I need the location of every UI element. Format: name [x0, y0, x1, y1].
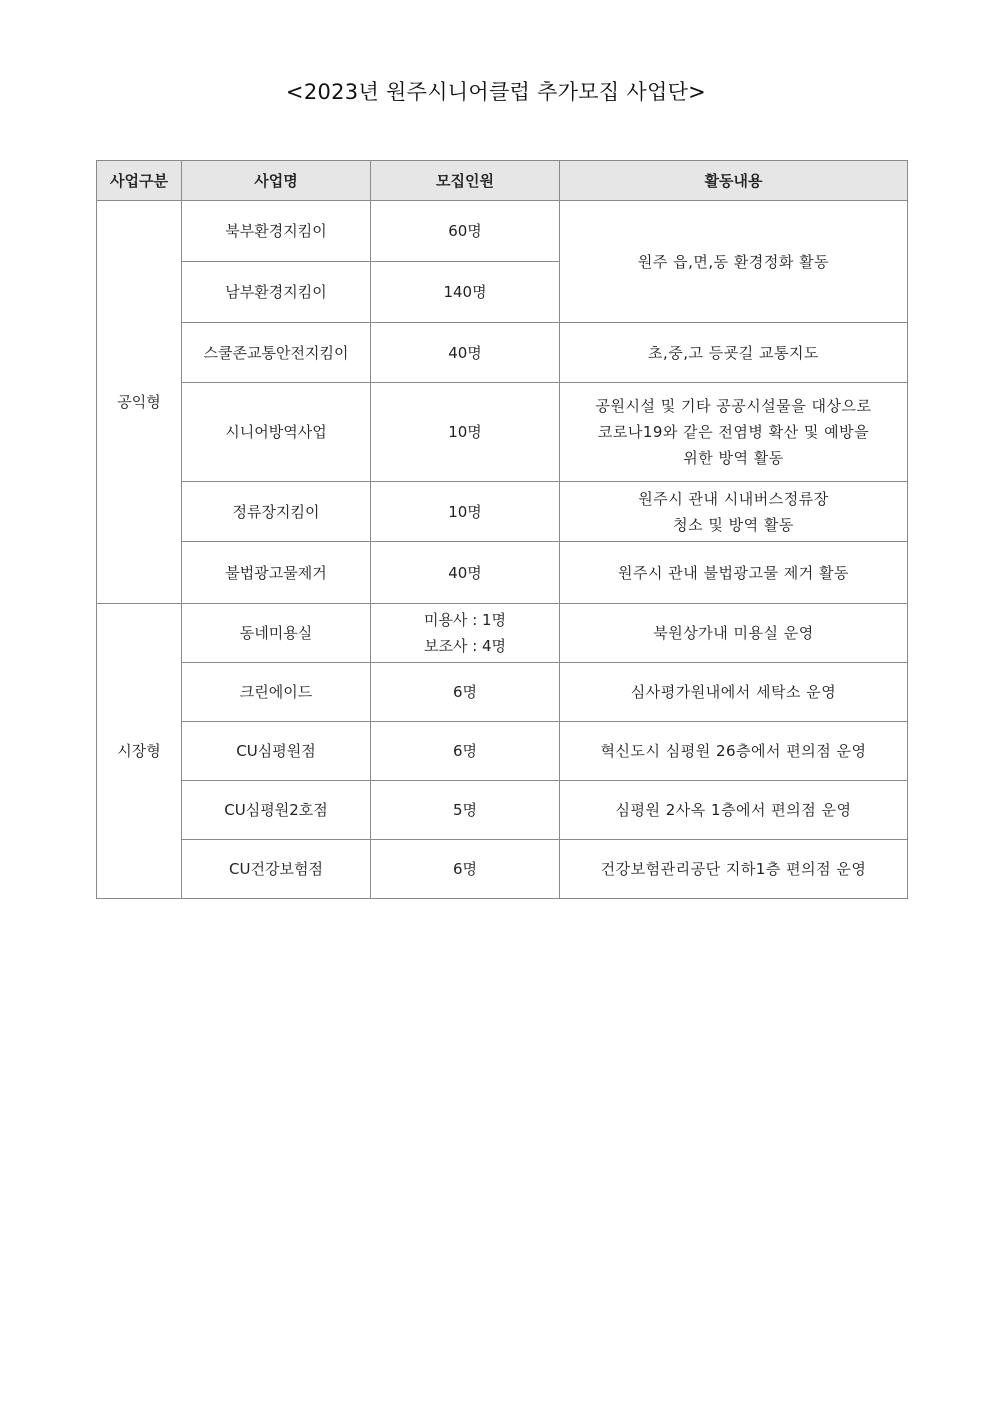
- table-row: [97, 604, 908, 663]
- activity-content: 건강보험관리공단 지하1층 편의점 운영: [560, 840, 908, 899]
- table-row: [97, 482, 908, 542]
- header-category: 사업구분: [97, 161, 182, 201]
- activity-line: 위한 방역 활동: [683, 449, 784, 467]
- project-name: 남부환경지킴이: [182, 262, 371, 323]
- page-title: <2023년 원주시니어클럽 추가모집 사업단>: [285, 80, 707, 104]
- project-name: 정류장지킴이: [182, 482, 371, 542]
- table-row: [97, 722, 908, 781]
- table-row: [97, 781, 908, 840]
- table-row: [97, 201, 908, 262]
- category-cell: 시장형: [97, 604, 182, 899]
- project-name: 크린에이드: [182, 663, 371, 722]
- activity-content: 북원상가내 미용실 운영: [560, 604, 908, 663]
- activity-content: 심사평가원내에서 세탁소 운영: [560, 663, 908, 722]
- recruit-line: 미용사 : 1명: [423, 611, 507, 629]
- activity-content: 원주 읍,면,동 환경정화 활동: [560, 201, 908, 323]
- recruit-count: [371, 604, 560, 663]
- project-name: 불법광고물제거: [182, 542, 371, 604]
- table-row: [97, 323, 908, 383]
- recruitment-table: [96, 160, 908, 899]
- recruit-count: 10명: [371, 482, 560, 542]
- activity-content: 혁신도시 심평원 26층에서 편의점 운영: [560, 722, 908, 781]
- recruit-count: 40명: [371, 323, 560, 383]
- recruit-count: 6명: [371, 663, 560, 722]
- recruit-count: 6명: [371, 722, 560, 781]
- activity-content: 심평원 2사옥 1층에서 편의점 운영: [560, 781, 908, 840]
- activity-content: [560, 482, 908, 542]
- recruit-count: 6명: [371, 840, 560, 899]
- activity-content: 원주시 관내 불법광고물 제거 활동: [560, 542, 908, 604]
- activity-line: 공원시설 및 기타 공공시설물을 대상으로: [595, 397, 872, 415]
- activity-content: 초,중,고 등굣길 교통지도: [560, 323, 908, 383]
- activity-line: 원주시 관내 시내버스정류장: [638, 489, 829, 508]
- header-name: 사업명: [182, 161, 371, 201]
- table-header-row: [97, 161, 908, 201]
- project-name: 스쿨존교통안전지킴이: [182, 323, 371, 383]
- recruit-count: 40명: [371, 542, 560, 604]
- table-row: [97, 542, 908, 604]
- recruit-count: 5명: [371, 781, 560, 840]
- project-name: 시니어방역사업: [182, 383, 371, 482]
- activity-content: [560, 383, 908, 482]
- project-name: CU건강보험점: [182, 840, 371, 899]
- category-cell: 공익형: [97, 201, 182, 604]
- table-row: [97, 840, 908, 899]
- header-activity: 활동내용: [560, 161, 908, 201]
- recruit-line: 보조사 : 4명: [423, 637, 507, 655]
- project-name: CU심평원2호점: [182, 781, 371, 840]
- project-name: CU심평원점: [182, 722, 371, 781]
- header-recruit: 모집인원: [371, 161, 560, 201]
- table-row: [97, 663, 908, 722]
- project-name: 동네미용실: [182, 604, 371, 663]
- activity-line: 코로나19와 같은 전염병 확산 및 예방을: [597, 423, 870, 441]
- activity-line: 청소 및 방역 활동: [673, 515, 794, 534]
- project-name: 북부환경지킴이: [182, 201, 371, 262]
- table-row: [97, 383, 908, 482]
- recruit-count: 140명: [371, 262, 560, 323]
- recruit-count: 10명: [371, 383, 560, 482]
- recruit-count: 60명: [371, 201, 560, 262]
